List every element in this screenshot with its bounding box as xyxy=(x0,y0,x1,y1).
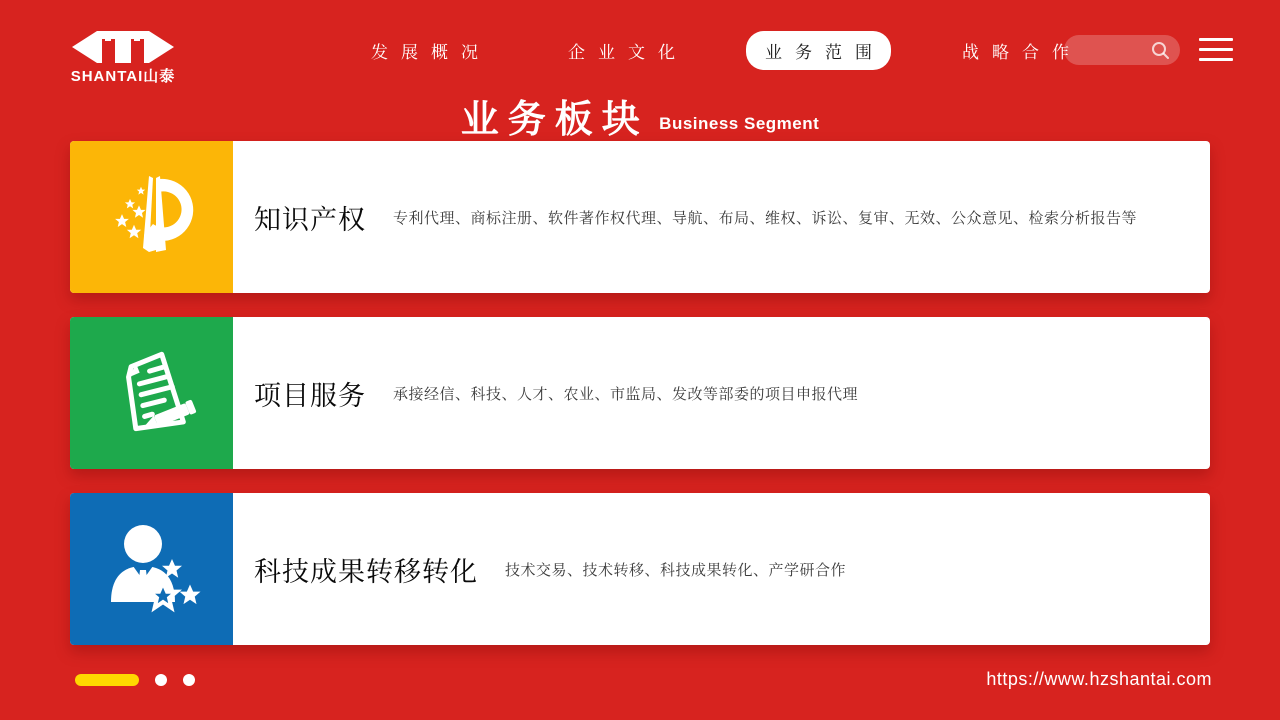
document-pencil-icon xyxy=(97,338,207,448)
card-intellectual-property[interactable] xyxy=(70,141,1210,293)
tech-transfer-tile xyxy=(70,493,233,645)
nav-item-strategic-cooperation[interactable]: 战略合作 xyxy=(962,42,1082,62)
intellectual-property-icon xyxy=(97,162,207,272)
carousel-pagination xyxy=(75,674,195,686)
card-tech-transfer[interactable] xyxy=(70,493,1210,645)
menu-icon[interactable] xyxy=(1199,38,1233,62)
logo-text: SHANTAI山泰 xyxy=(70,68,176,85)
person-stars-icon xyxy=(97,514,207,624)
page-title xyxy=(0,88,1280,143)
project-services-tile xyxy=(70,317,233,469)
business-segment-cards xyxy=(70,141,1210,669)
page-title-cn: 业务板块 xyxy=(460,99,649,141)
card-body xyxy=(233,550,846,589)
card-description: 专利代理、商标注册、软件著作权代理、导航、布局、维权、诉讼、复审、无效、公众意见、检索分析报告等 xyxy=(393,209,1138,227)
search-input[interactable] xyxy=(1064,35,1180,65)
site-url: https://www.hzshantai.com xyxy=(986,669,1212,689)
page-title-en: Business Segment xyxy=(659,114,820,133)
nav-item-development-overview[interactable]: 发展概况 xyxy=(371,42,491,62)
header xyxy=(0,0,1280,85)
card-title: 科技成果转移转化 xyxy=(254,556,478,587)
card-description: 承接经信、科技、人才、农业、市监局、发改等部委的项目申报代理 xyxy=(393,385,859,403)
card-body xyxy=(233,198,1137,237)
logo[interactable] xyxy=(68,30,178,86)
card-title: 知识产权 xyxy=(254,204,366,235)
search-icon xyxy=(1151,41,1170,60)
intellectual-property-tile xyxy=(70,141,233,293)
pagination-dot[interactable] xyxy=(183,674,195,686)
card-description: 技术交易、技术转移、科技成果转化、产学研合作 xyxy=(505,561,847,579)
nav-item-corporate-culture[interactable]: 企业文化 xyxy=(568,42,688,62)
card-body xyxy=(233,374,858,413)
pagination-dot[interactable] xyxy=(155,674,167,686)
shantai-logo-icon xyxy=(72,30,174,64)
main-nav xyxy=(352,33,1088,67)
nav-item-business-scope[interactable]: 业务范围 xyxy=(746,31,891,70)
card-title: 项目服务 xyxy=(254,380,366,411)
pagination-active-bar[interactable] xyxy=(75,674,139,686)
card-project-services[interactable] xyxy=(70,317,1210,469)
